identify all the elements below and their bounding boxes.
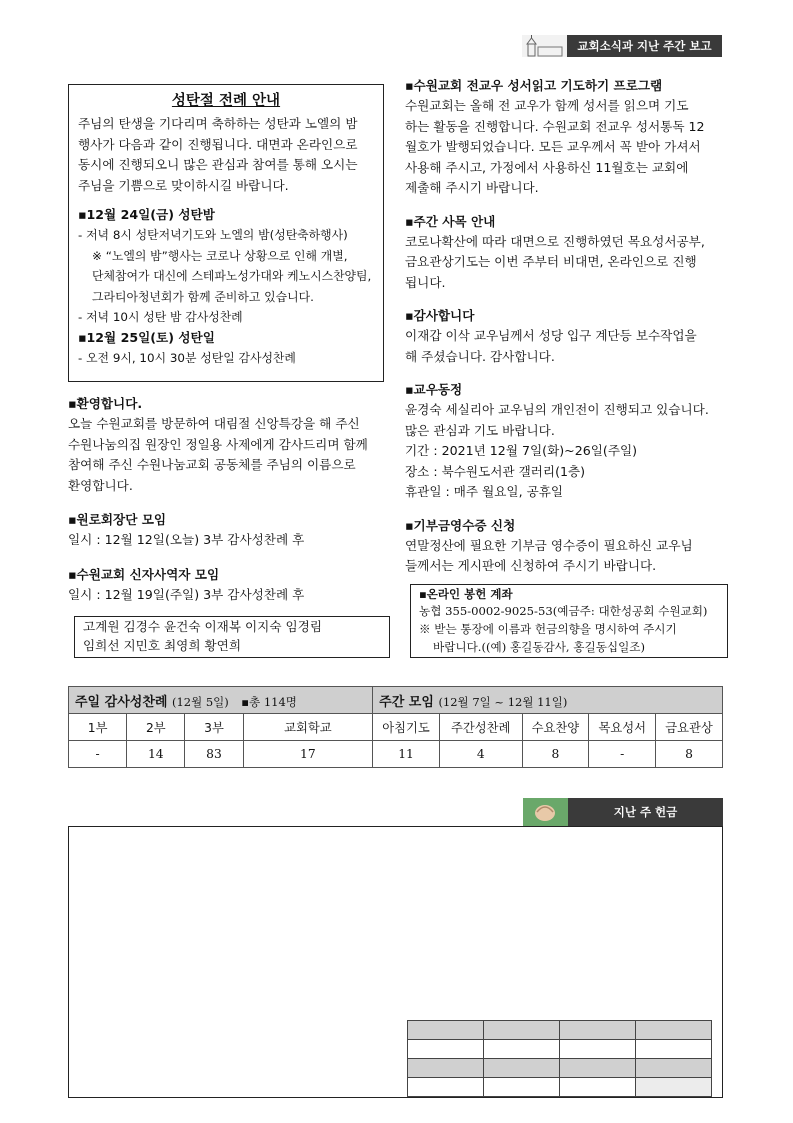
attendance-table (68, 686, 723, 768)
elders-line: 일시 : 12월 12일(오늘) 3부 감사성찬례 후 (68, 532, 305, 547)
welcome-line-4: 환영합니다. (68, 477, 133, 493)
bible-title: ▪수원교회 전교우 성서읽고 기도하기 프로그램 (405, 78, 663, 93)
exhibit-line-4: 장소 : 북수원도서관 갤러리(1층) (405, 463, 586, 479)
grid-cell (408, 1040, 484, 1059)
christmas-day1-item-1: - 저녁 8시 성탄저녁기도와 노엘의 밤(성탄축하행사) (78, 228, 348, 242)
weekly-title: ▪주간 사목 안내 (405, 213, 496, 229)
christmas-day1-item-4: 그라티아청년회가 함께 준비하고 있습니다. (92, 289, 314, 304)
grid-cell (408, 1021, 484, 1040)
attendance-header-row (69, 714, 723, 741)
grid-cell (560, 1021, 636, 1040)
col-header: 3부 (185, 714, 243, 741)
exhibit-line-5: 휴관일 : 매주 월요일, 공휴일 (405, 484, 564, 499)
col-header: 수요찬양 (522, 714, 589, 741)
weekly-title-cell: 주간 모임 (379, 694, 434, 710)
sunday-date: (12월 5일) (171, 694, 229, 709)
bible-line-3: 월호가 발행되었습니다. 모든 교우께서 꼭 받아 가셔서 (405, 139, 701, 154)
christmas-day2-item-1: - 오전 9시, 10시 30분 성탄일 감사성찬례 (78, 350, 296, 365)
header-title: 교회소식과 지난 주간 보고 (577, 39, 712, 53)
bible-line-5: 제출해 주시기 바랍니다. (405, 180, 539, 195)
weekly-date: (12월 7일 ~ 12월 11일) (438, 694, 568, 709)
section-header (522, 35, 722, 57)
bible-line-2: 하는 활동을 진행합니다. 수원교회 전교우 성서통독 12 (405, 118, 705, 134)
bible-line-4: 사용해 주시고, 가정에서 사용하신 11월호는 교회에 (405, 159, 689, 175)
welcome-line-2: 수원나눔의집 원장인 정일용 사제에게 감사드리며 함께 (68, 436, 368, 452)
col-value: - (69, 741, 127, 768)
col-value: 17 (243, 741, 373, 768)
offering-title: 지난 주 헌금 (568, 798, 723, 826)
welcome-line-1: 오늘 수원교회를 방문하여 대림절 신앙특강을 해 주신 (68, 416, 360, 431)
col-value: 14 (127, 741, 185, 768)
welcome-title: ▪환영합니다. (68, 396, 143, 411)
grid-cell (484, 1040, 560, 1059)
sunday-title: 주일 감사성찬례 (75, 694, 168, 710)
col-header: 아침기도 (373, 714, 440, 741)
online-line-2: ※ 받는 통장에 이름과 헌금의향을 명시하여 주시기 (419, 622, 677, 636)
thanks-line-2: 해 주셨습니다. 감사합니다. (405, 348, 555, 364)
offering-summary-grid (407, 1020, 712, 1097)
grid-cell (484, 1021, 560, 1040)
grid-cell (408, 1059, 484, 1078)
col-header: 주간성찬례 (439, 714, 522, 741)
church-building-icon (522, 35, 567, 57)
online-line-3: 바랍니다.((예) 홍길동감사, 홍길동십일조) (433, 640, 646, 654)
receipt-line-2: 들께서는 게시판에 신청하여 주시기 바랍니다. (405, 558, 657, 573)
stewards-names-box (74, 616, 390, 658)
grid-cell (636, 1040, 712, 1059)
col-value: - (589, 741, 656, 768)
grid-cell (636, 1078, 712, 1097)
christmas-notice-box (68, 84, 384, 382)
sunday-total: ▪총 114명 (241, 694, 297, 709)
col-header: 1부 (69, 714, 127, 741)
thanks-line-1: 이재갑 이삭 교우님께서 성당 입구 계단등 보수작업을 (405, 328, 697, 343)
stewards-names-1: 고계원 김경수 윤건숙 이재복 이지숙 임경림 (83, 619, 322, 634)
sunday-header (69, 687, 373, 714)
online-account: 농협 355-0002-9025-53(예금주: 대한성공회 수원교회) (419, 604, 708, 618)
christmas-day1: ▪12월 24일(금) 성탄밤 (78, 207, 215, 222)
stewards-title: ▪수원교회 신자사역자 모임 (68, 566, 220, 582)
christmas-day2: ▪12월 25일(토) 성탄일 (78, 329, 215, 345)
bible-line-1: 수원교회는 올해 전 교우가 함께 성서를 읽으며 기도 (405, 98, 689, 113)
left-column (68, 394, 388, 605)
christmas-day1-item-2: ※ “노엘의 밤”행사는 코로나 상황으로 인해 개별, (92, 248, 348, 263)
attendance-value-row (69, 741, 723, 768)
offering-header (523, 798, 723, 826)
col-value: 8 (656, 741, 723, 768)
right-column (405, 76, 727, 577)
grid-cell (636, 1021, 712, 1040)
elders-title: ▪원로회장단 모임 (68, 512, 167, 527)
christmas-intro-3: 동시에 진행되오니 많은 관심과 참여를 통해 오시는 (78, 157, 358, 172)
stewards-line: 일시 : 12월 19일(주일) 3부 감사성찬례 후 (68, 586, 305, 602)
grid-cell (484, 1059, 560, 1078)
col-header: 2부 (127, 714, 185, 741)
grid-cell (484, 1078, 560, 1097)
weekly-line-3: 됩니다. (405, 274, 446, 290)
grid-cell (560, 1059, 636, 1078)
col-header: 교회학교 (243, 714, 373, 741)
grid-cell (560, 1040, 636, 1059)
col-value: 4 (439, 741, 522, 768)
col-value: 11 (373, 741, 440, 768)
receipt-line-1: 연말정산에 필요한 기부금 영수증이 필요하신 교우님 (405, 537, 693, 553)
grid-cell (636, 1059, 712, 1078)
grid-cell (560, 1078, 636, 1097)
stewards-names-2: 임희선 지민호 최영희 황연희 (83, 638, 241, 653)
weekly-header (373, 687, 723, 714)
christmas-intro-1: 주님의 탄생을 기다리며 축하하는 성탄과 노엘의 밤 (78, 116, 358, 131)
exhibit-line-3: 기간 : 2021년 12월 7일(화)~26일(주일) (405, 443, 638, 458)
christmas-title: 성탄절 전례 안내 (171, 93, 281, 109)
col-header: 금요관상 (656, 714, 723, 741)
online-offering-box (410, 584, 728, 658)
online-title: ▪온라인 봉헌 계좌 (419, 587, 513, 601)
weekly-line-2: 금요관상기도는 이번 주부터 비대면, 온라인으로 진행 (405, 254, 697, 269)
exhibit-line-1: 윤경숙 세실리아 교우님의 개인전이 진행되고 있습니다. (405, 402, 709, 417)
col-header: 목요성서 (589, 714, 656, 741)
christmas-day1-item-5: - 저녁 10시 성탄 밤 감사성찬례 (78, 310, 243, 324)
christmas-day1-item-3: 단체참여가 대신에 스테파노성가대와 케노시스찬양팀, (92, 269, 372, 283)
col-value: 83 (185, 741, 243, 768)
welcome-line-3: 참여해 주신 수원나눔교회 공동체를 주님의 이름으로 (68, 457, 356, 472)
grid-cell (408, 1078, 484, 1097)
col-value: 8 (522, 741, 589, 768)
receipt-title: ▪기부금영수증 신청 (405, 517, 516, 533)
weekly-line-1: 코로나확산에 따라 대면으로 진행하였던 목요성서공부, (405, 233, 705, 249)
exhibit-line-2: 많은 관심과 기도 바랍니다. (405, 422, 555, 438)
praying-hands-icon (523, 798, 568, 826)
thanks-title: ▪감사합니다 (405, 308, 475, 323)
exhibit-title: ▪교우동정 (405, 382, 463, 397)
christmas-intro-4: 주님을 기쁨으로 맞이하시길 바랍니다. (78, 177, 289, 193)
christmas-intro-2: 행사가 다음과 같이 진행됩니다. 대면과 온라인으로 (78, 136, 358, 152)
